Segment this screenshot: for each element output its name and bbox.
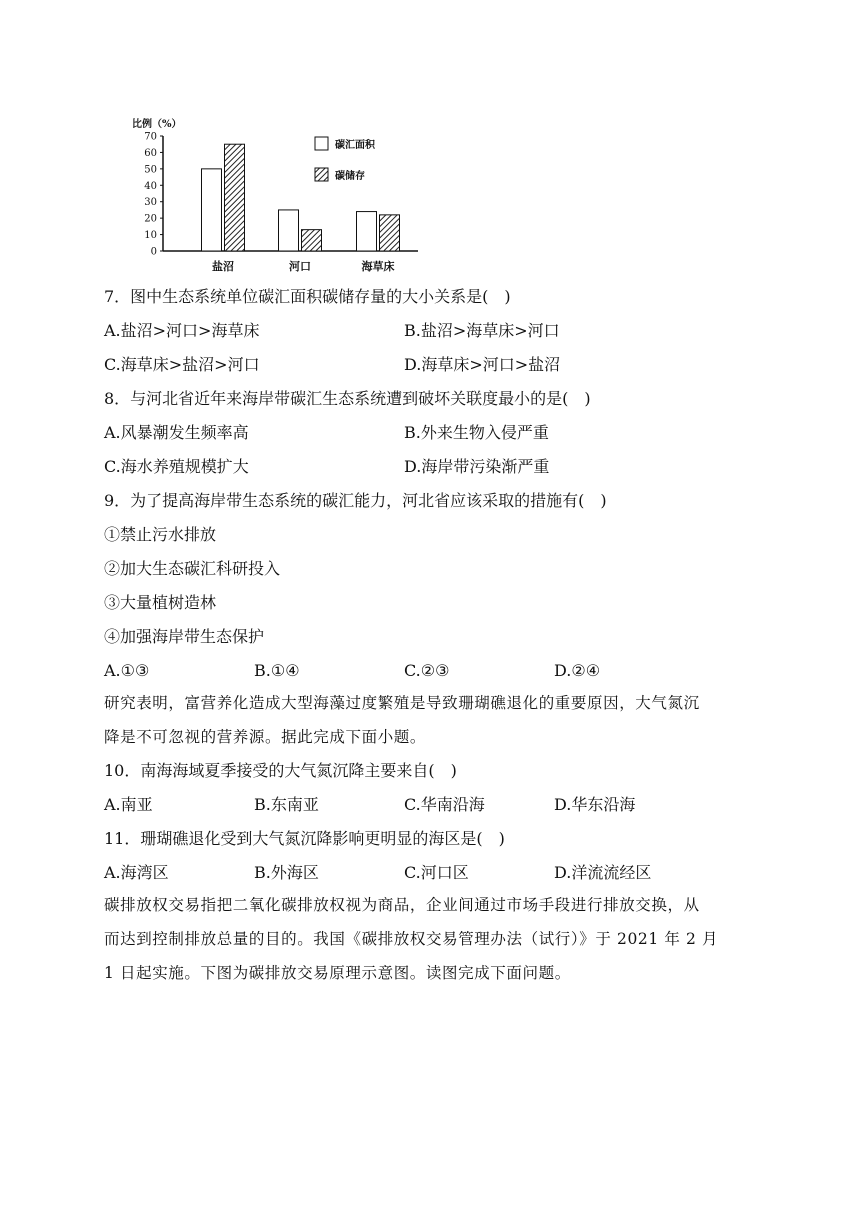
y-tick-label: 70: [144, 131, 157, 143]
q7-option-d[interactable]: D.海草床>河口>盐沼: [404, 355, 561, 374]
y-tick-label: 30: [144, 197, 157, 209]
q7-option-a[interactable]: A.盐沼>河口>海草床: [104, 321, 260, 340]
passage-carbon-trading: [104, 888, 756, 990]
q10-option-b[interactable]: B.东南亚: [254, 795, 319, 814]
q11-option-a[interactable]: A.海湾区: [104, 863, 169, 882]
legend-label-area: 碳汇面积: [335, 140, 375, 151]
q11-option-d[interactable]: D.洋流流经区: [554, 863, 652, 882]
q9-option-a[interactable]: A.①③: [104, 661, 150, 680]
y-tick-label: 20: [144, 213, 157, 225]
passage-line: 而达到控制排放总量的目的。我国《碳排放权交易管理办法（试行）》于 2021 年 2 月: [104, 930, 719, 948]
q7-option-c[interactable]: C.海草床>盐沼>河口: [104, 355, 260, 374]
y-tick-label: 60: [144, 147, 157, 159]
passage-line: 研究表明，富营养化造成大型海藻过度繁殖是导致珊瑚礁退化的重要原因，大气氮沉: [104, 694, 700, 712]
y-tick-label: 50: [144, 164, 157, 176]
q9-item-1: ①禁止污水排放: [104, 525, 217, 544]
q9-option-d[interactable]: D.②④: [554, 661, 601, 680]
bar-carbon-storage: [380, 215, 400, 251]
x-tick-label: 河口: [289, 260, 311, 273]
legend: [315, 137, 376, 182]
y-axis-label: 比例（%）: [132, 119, 182, 130]
q9-option-b[interactable]: B.①④: [254, 661, 300, 680]
bar-carbon-sink-area: [357, 212, 377, 251]
legend-swatch-storage: [315, 168, 328, 181]
legend-swatch-area: [315, 137, 328, 150]
passage-line: 碳排放权交易指把二氧化碳排放权视为商品，企业间通过市场手段进行排放交换，从: [104, 896, 700, 914]
q8-option-d[interactable]: D.海岸带污染渐严重: [404, 457, 550, 476]
q9-option-c[interactable]: C.②③: [404, 661, 450, 680]
q8-option-b[interactable]: B.外来生物入侵严重: [404, 423, 549, 442]
y-tick-label: 10: [144, 230, 157, 242]
passage-coral-reef: [104, 686, 756, 754]
q9-stem: 9．为了提高海岸带生态系统的碳汇能力，河北省应该采取的措施有( ): [104, 491, 607, 510]
q9-item-4: ④加强海岸带生态保护: [104, 627, 265, 646]
q10-stem: 10．南海海域夏季接受的大气氮沉降主要来自( ): [104, 761, 457, 780]
q8-option-c[interactable]: C.海水养殖规模扩大: [104, 457, 249, 476]
y-tick-label: 40: [144, 180, 157, 192]
q11-option-b[interactable]: B.外海区: [254, 863, 319, 882]
q8-stem: 8．与河北省近年来海岸带碳汇生态系统遭到破坏关联度最小的是( ): [104, 389, 591, 408]
q9-item-3: ③大量植树造林: [104, 593, 217, 612]
q9-item-2: ②加大生态碳汇科研投入: [104, 559, 281, 578]
bar-chart: [128, 110, 428, 280]
bar-carbon-storage: [225, 144, 245, 251]
x-tick-label: 盐沼: [212, 260, 234, 273]
x-tick-label: 海草床: [361, 260, 395, 273]
bar-carbon-sink-area: [279, 210, 299, 251]
q10-option-c[interactable]: C.华南沿海: [404, 795, 485, 814]
y-tick-label: 0: [150, 246, 157, 258]
passage-line: 1 日起实施。下图为碳排放交易原理示意图。读图完成下面问题。: [104, 964, 571, 982]
legend-label-storage: 碳储存: [335, 171, 365, 182]
q7-stem: 7．图中生态系统单位碳汇面积碳储存量的大小关系是( ): [104, 287, 511, 306]
bar-carbon-sink-area: [202, 169, 222, 251]
bar-carbon-storage: [302, 230, 322, 251]
q7-option-b[interactable]: B.盐沼>海草床>河口: [404, 321, 560, 340]
q8-option-a[interactable]: A.风暴潮发生频率高: [104, 423, 249, 442]
passage-line: 降是不可忽视的营养源。据此完成下面小题。: [104, 728, 427, 746]
q11-option-c[interactable]: C.河口区: [404, 863, 469, 882]
q10-option-a[interactable]: A.南亚: [104, 795, 153, 814]
q10-option-d[interactable]: D.华东沿海: [554, 795, 636, 814]
q11-stem: 11．珊瑚礁退化受到大气氮沉降影响更明显的海区是( ): [104, 829, 505, 848]
